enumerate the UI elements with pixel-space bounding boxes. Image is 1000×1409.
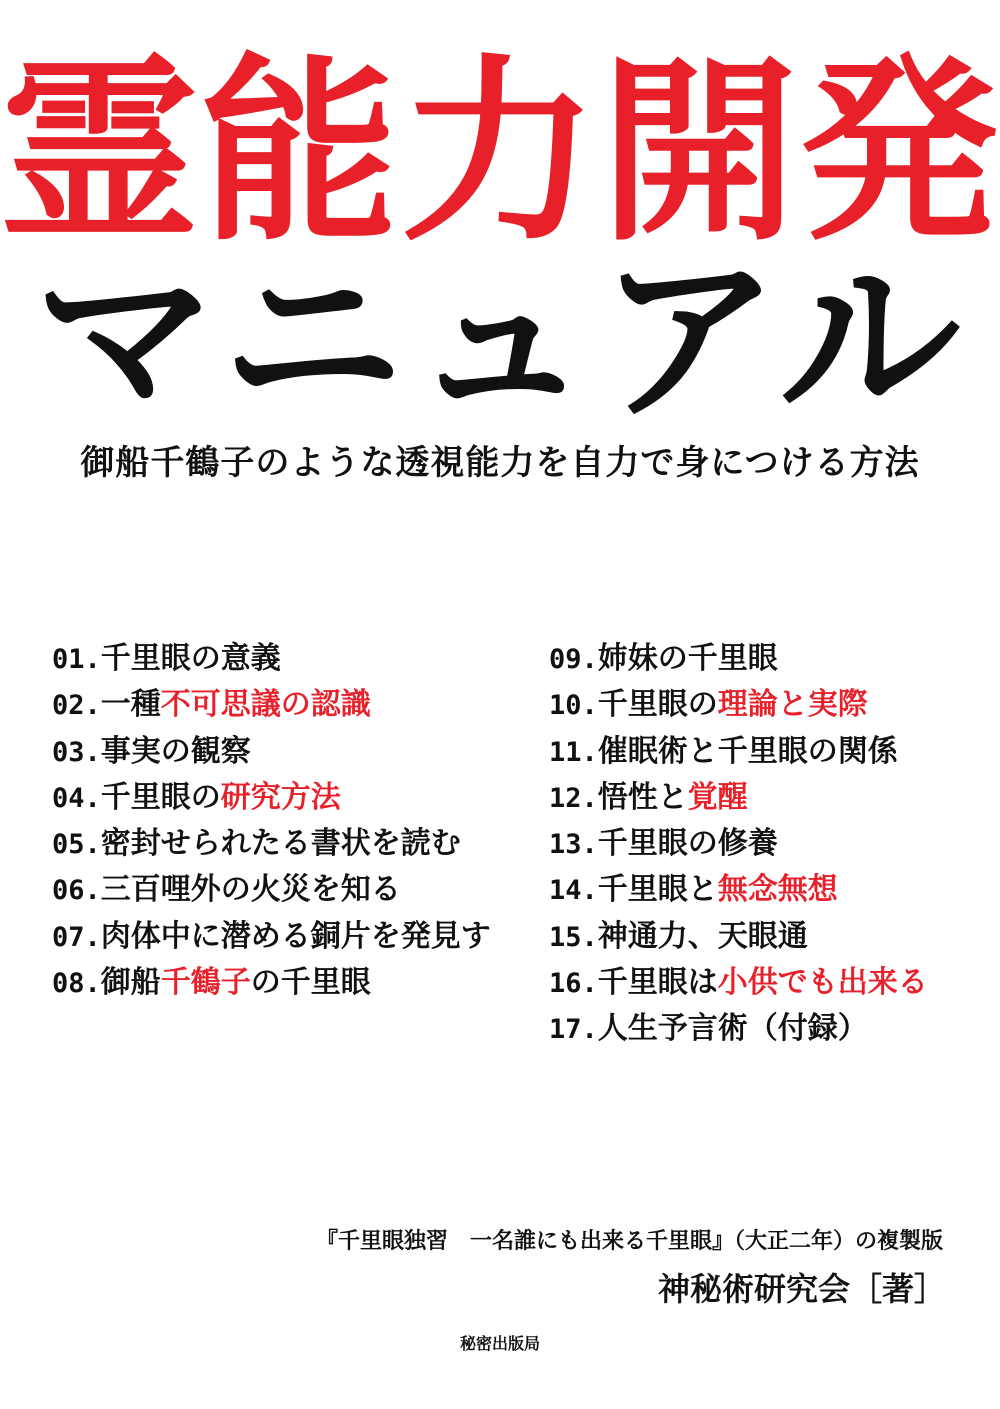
toc-item-number: 03. — [52, 736, 101, 768]
toc-item-number: 05. — [52, 829, 101, 861]
toc-item-number: 01. — [52, 644, 101, 675]
toc-item-text: 千里眼の — [100, 779, 221, 815]
toc-item-number: 02. — [52, 690, 101, 722]
toc-item-text: 密封せられたる書状を読む — [100, 826, 461, 862]
source-note: 『千里眼独習 一名誰にも出来る千里眼』（大正二年）の複製版 — [315, 1229, 943, 1254]
toc-item — [549, 636, 928, 682]
title-line-1: 霊能力開発 — [0, 37, 1000, 268]
toc-item-text: 千里眼は — [597, 965, 718, 1001]
toc-item-text: 人生予言術（付録） — [597, 1011, 868, 1047]
toc-item-text: 千里眼の修養 — [597, 826, 778, 862]
toc-item-text: 神通力、天眼通 — [597, 918, 808, 954]
toc-item — [52, 682, 491, 728]
toc-item — [549, 775, 928, 821]
toc-item — [52, 636, 491, 682]
toc-item-text: 悟性と — [597, 779, 688, 815]
toc-item-text: 三百哩外の火災を知る — [100, 872, 401, 908]
toc-item — [549, 682, 928, 728]
toc-item-number: 17. — [549, 1014, 598, 1046]
toc-item-highlight: 研究方法 — [220, 779, 341, 815]
toc-item-number: 11. — [549, 736, 598, 768]
toc-item-number: 04. — [52, 782, 101, 814]
toc-item — [52, 867, 491, 913]
toc-item-highlight: 千鶴子 — [160, 965, 251, 1001]
toc-item-text: 事実の観察 — [100, 733, 251, 769]
toc-right-column — [549, 636, 928, 1053]
toc-item-highlight: 覚醒 — [687, 779, 748, 815]
toc-item — [52, 914, 491, 960]
toc-item-number: 16. — [549, 968, 598, 1000]
toc-item-number: 14. — [549, 875, 598, 907]
toc-item-text: 千里眼と — [597, 872, 718, 908]
toc-item-number: 15. — [549, 921, 598, 953]
toc-item-number: 06. — [52, 875, 101, 907]
toc-item-highlight: 無念無想 — [717, 872, 838, 908]
toc-item-text: 催眠術と千里眼の関係 — [597, 733, 898, 769]
author: 神秘術研究会［著］ — [657, 1270, 946, 1308]
toc-item-text: 姉妹の千里眼 — [597, 641, 778, 676]
publisher: 秘密出版局 — [459, 1334, 540, 1353]
toc-item — [549, 821, 928, 867]
toc-item-number: 08. — [52, 968, 101, 1000]
toc-item — [549, 729, 928, 775]
toc-item-text: 御船 — [100, 965, 161, 1001]
toc-item-number: 12. — [549, 782, 598, 814]
toc-item-number: 13. — [549, 829, 598, 861]
toc-item-number: 07. — [52, 921, 101, 953]
toc-item-highlight: 理論と実際 — [717, 687, 868, 723]
toc-item — [549, 867, 928, 913]
toc-item — [52, 960, 491, 1006]
toc-item-text: 肉体中に潜める銅片を発見す — [100, 918, 491, 954]
toc-item-number: 09. — [549, 644, 598, 675]
toc-item-text: 一種 — [100, 687, 161, 723]
title-line-2: マニュアル — [33, 234, 967, 446]
subtitle: 御船千鶴子のような透視能力を自力で身につける方法 — [80, 443, 920, 483]
toc-item-number: 10. — [549, 690, 598, 722]
toc-item — [52, 821, 491, 867]
toc-item — [52, 775, 491, 821]
toc-item — [52, 729, 491, 775]
toc-item — [549, 960, 928, 1006]
toc-item-text: の千里眼 — [250, 965, 371, 1001]
toc-item-text: 千里眼の意義 — [100, 641, 281, 676]
toc-item — [549, 1006, 928, 1052]
toc-item — [549, 914, 928, 960]
toc-item-highlight: 不可思議の認識 — [160, 687, 371, 723]
toc-item-text: 千里眼の — [597, 687, 718, 723]
toc-left-column — [52, 636, 491, 1006]
toc-item-highlight: 小供でも出来る — [717, 965, 928, 1001]
